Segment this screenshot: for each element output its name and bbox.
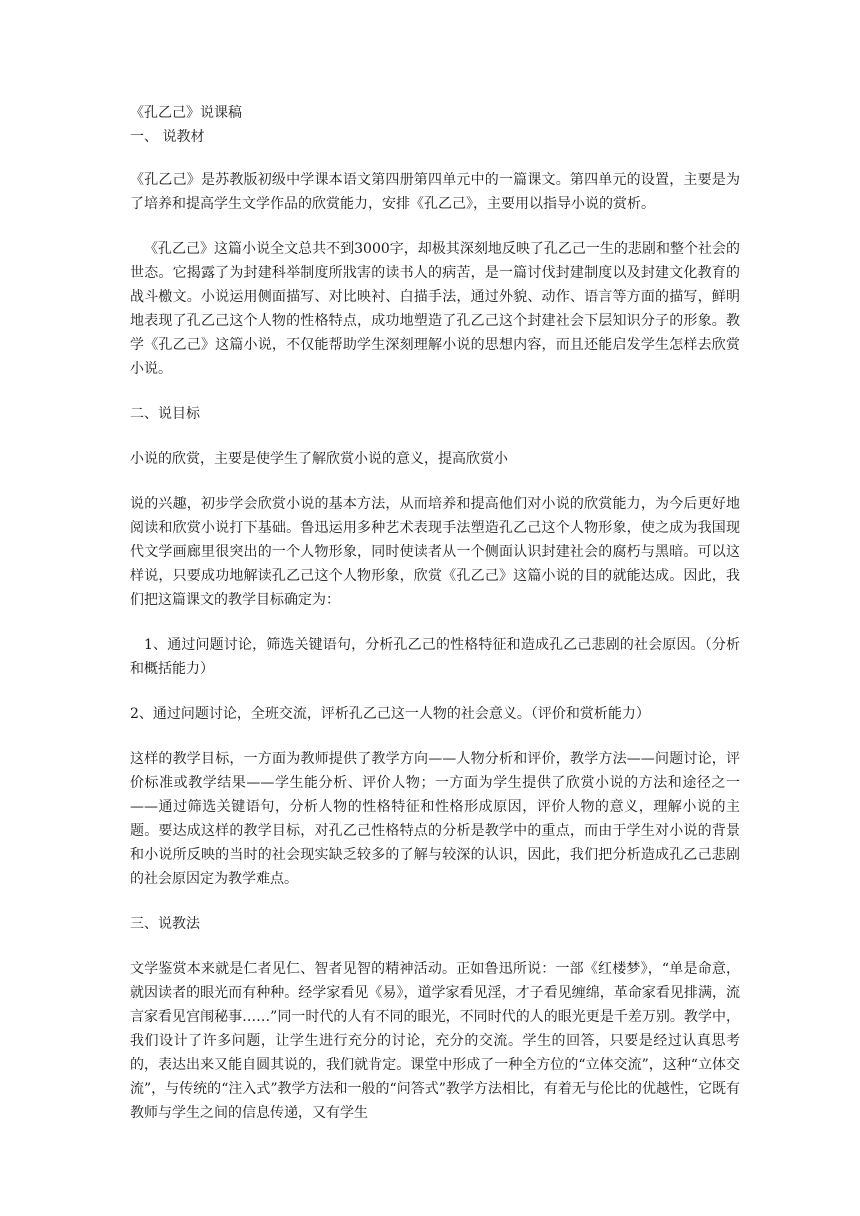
document-title: 《孔乙己》说课稿 [130, 105, 242, 121]
section-heading-goals: 二、说目标 [130, 406, 200, 422]
paragraph-goals-intro: 小说的欣赏，主要是使学生了解欣赏小说的意义，提高欣赏小 [130, 451, 508, 467]
goal-item-2: 2、通过问题讨论，全班交流，评析孔乙己这一人物的社会意义。（评价和赏析能力） [130, 706, 650, 722]
paragraph-story-analysis: 《孔乙己》这篇小说全文总共不到3000字，却极其深刻地反映了孔乙己一生的悲剧和整个社会的世态。它揭露了为封建科举制度所戕害的读书人的病苦，是一篇讨伐封建制度以及封建文化教育的战斗檄文。小说运用侧面描写、对比映衬、白描手法，通过外貌、动作、语言等方面的描写，鲜明地表现了孔乙己这个人物的性格特点，成功地塑造了孔乙己这个封建社会下层知识分子的形象。教学《孔乙己》这篇小说，不仅能帮助学生深刻理解小说的思想内容，而且还能启发学生怎样去欣赏小说。 [130, 241, 740, 377]
section-heading-method: 三、说教法 [130, 916, 200, 932]
goal-item-1: 1、通过问题讨论，筛选关键语句，分析孔乙己的性格特征和造成孔乙己悲剧的社会原因。（分析和概括能力） [130, 637, 740, 677]
paragraph-method: 文学鉴赏本来就是仁者见仁、智者见智的精神活动。正如鲁迅所说：一部《红楼梦》，“单是命意，就因读者的眼光而有种种。经学家看见《易》，道学家看见淫，才子看见缠绵，革命家看见排满，流言家看见宫闱秘事……”同一时代的人有不同的眼光，不同时代的人的眼光更是千差万别。教学中，我们设计了许多问题，让学生进行充分的讨论，充分的交流。学生的回答，只要是经过认真思考的，表达出来又能自圆其说的，我们就肯定。课堂中形成了一种全方位的“立体交流”，这种“立体交流”，与传统的“注入式”教学方法和一般的“问答式”教学方法相比，有着无与伦比的优越性，它既有教师与学生之间的信息传递，又有学生 [130, 961, 740, 1121]
paragraph-goals-detail: 说的兴趣，初步学会欣赏小说的基本方法，从而培养和提高他们对小说的欣赏能力，为今后更好地阅读和欣赏小说打下基础。鲁迅运用多种艺术表现手法塑造孔乙己这个人物形象，使之成为我国现代文学画廊里很突出的一个人物形象，同时使读者从一个侧面认识封建社会的腐朽与黑暗。可以这样说，只要成功地解读孔乙己这个人物形象，欣赏《孔乙己》这篇小说的目的就能达成。因此，我们把这篇课文的教学目标确定为： [130, 496, 740, 608]
section-heading-textbook: 一、 说教材 [130, 129, 205, 145]
paragraph-goals-explanation: 这样的教学目标，一方面为教师提供了教学方向——人物分析和评价，教学方法——问题讨论，评价标准或教学结果——学生能分析、评价人物；一方面为学生提供了欣赏小说的方法和途径之一——通过筛选关键语句，分析人物的性格特征和性格形成原因，评价人物的意义，理解小说的主题。要达成这样的教学目标，对孔乙己性格特点的分析是教学中的重点，而由于学生对小说的背景和小说所反映的当时的社会现实缺乏较多的了解与较深的认识，因此，我们把分析造成孔乙己悲剧的社会原因定为教学难点。 [130, 751, 740, 887]
paragraph-textbook-intro: 《孔乙己》是苏教版初级中学课本语文第四册第四单元中的一篇课文。第四单元的设置，主要是为了培养和提高学生文学作品的欣赏能力，安排《孔乙己》，主要用以指导小说的赏析。 [130, 172, 740, 212]
